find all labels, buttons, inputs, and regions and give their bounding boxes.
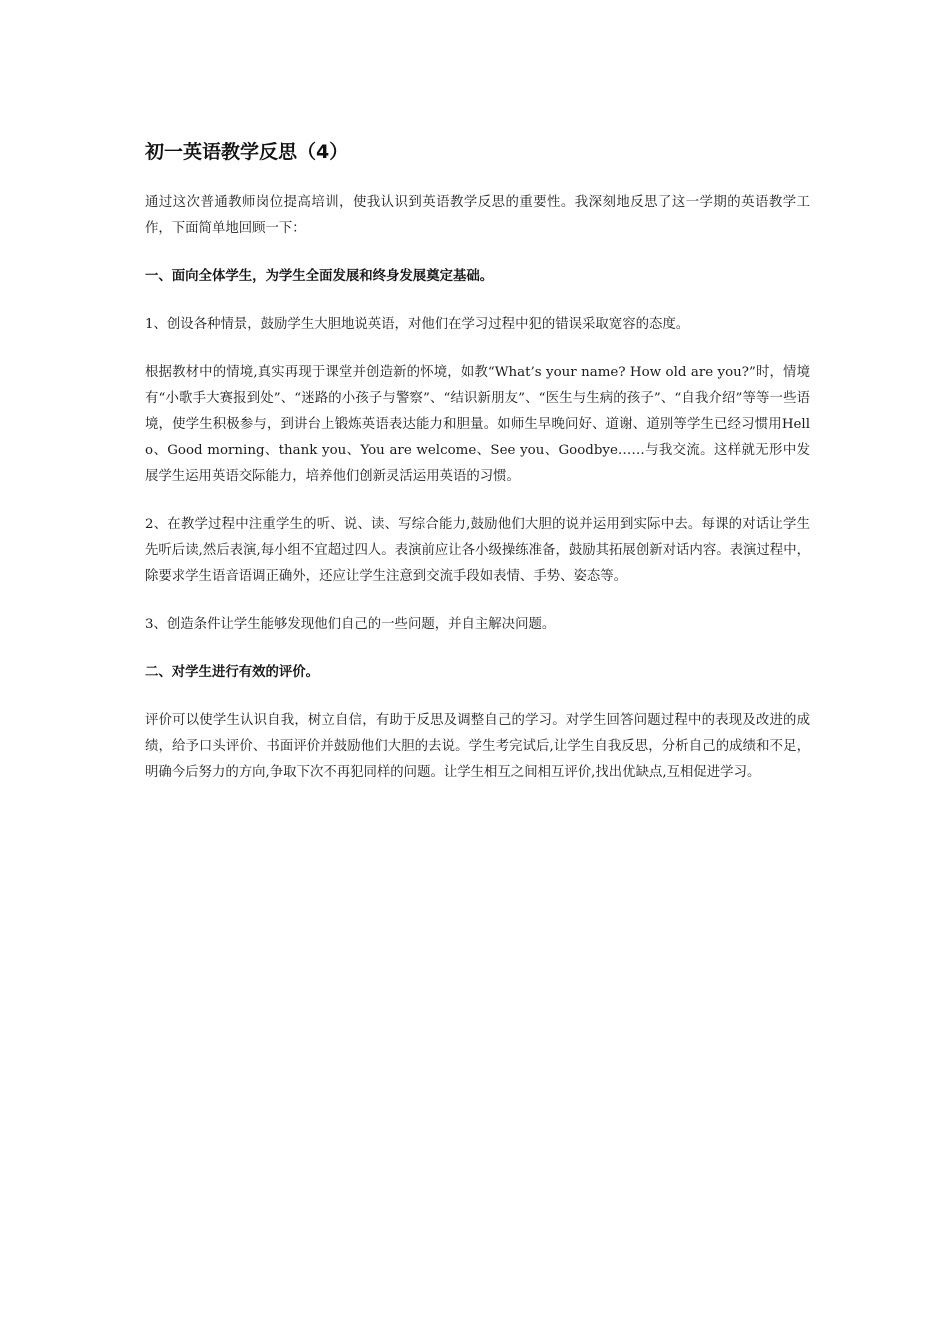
item-3-paragraph: 3、创造条件让学生能够发现他们自己的一些问题，并自主解决问题。 (145, 617, 556, 632)
section-1-heading: 一、面向全体学生，为学生全面发展和终身发展奠定基础。 (145, 269, 494, 284)
section-2-paragraph: 评价可以使学生认识自我，树立自信，有助于反思及调整自己的学习。对学生回答问题过程中的表现及改进的成绩，给予口头评价、书面评价并鼓励他们大胆的去说。学生考完试后,让学生自我反思，分析自己的成绩和不足，明确今后努力的方向,争取下次不再犯同样的问题。让学生相互之间相互评价,找出优缺点,互相促进学习。 (145, 713, 810, 780)
item-1-paragraph: 1、创设各种情景，鼓励学生大胆地说英语，对他们在学习过程中犯的错误采取宽容的态度。 (145, 317, 690, 332)
document-body (145, 138, 810, 808)
section-2-heading: 二、对学生进行有效的评价。 (145, 665, 320, 680)
intro-paragraph: 通过这次普通教师岗位提高培训，使我认识到英语教学反思的重要性。我深刻地反思了这一学期的英语教学工作，下面简单地回顾一下： (145, 195, 810, 236)
item-1-detail-paragraph: 根据教材中的情境,真实再现于课堂并创造新的怀境，如教“What’s your name? How old are you?”时，情境有“小歌手大赛报到处”、“迷路的小孩子与警察”、“结识新朋友”、“医生与生病的孩子”、“自我介绍”等等一些语境，使学生积极参与，到讲台上锻炼英语表达能力和胆量。如师生早晚问好、道谢、道别等学生已经习惯用Hello、Good morning、thank you、You are welcome、See you、Goodbye……与我交流。这样就无形中发展学生运用英语交际能力，培养他们创新灵活运用英语的习惯。 (145, 365, 810, 484)
document-title: 初一英语教学反思（4） (145, 141, 349, 163)
item-2-paragraph: 2、在教学过程中注重学生的听、说、读、写综合能力,鼓励他们大胆的说并运用到实际中去。每课的对话让学生先听后读,然后表演,每小组不宜超过四人。表演前应让各小级操练准备，鼓励其拓展创新对话内容。表演过程中，除要求学生语音语调正确外，还应让学生注意到交流手段如表情、手势、姿态等。 (145, 517, 810, 584)
